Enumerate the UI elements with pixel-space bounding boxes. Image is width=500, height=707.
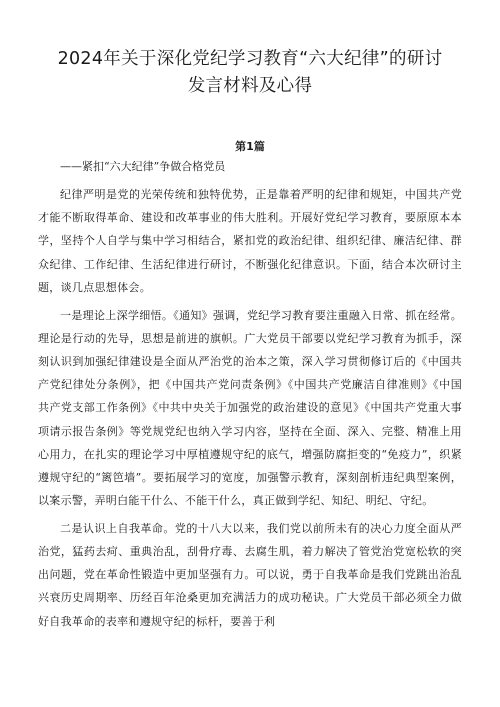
section-subtitle: ——紧扣“六大纪律”争做合格党员 (60, 160, 226, 173)
paragraph-self-revolution: 二是认识上自我革命。党的十八大以来，我们党以前所未有的决心力度全面从严治党，猛药去疴、重典治乱，刮骨疗毒、去腐生肌，着力解决了管党治党宽松软的突出问题，党在革命性锻造中更加坚强有力。可以说，勇于自我革命是我们党跳出治乱兴衰历史周期率、历经百年沧桑更加充满活力的成功秘诀。广大党员干部必须全力做好自我革命的表率和遵规守纪的标杆，要善于利 (38, 521, 462, 628)
document-title (38, 0, 462, 100)
chapter-heading: 第1篇 (235, 140, 265, 153)
title-line-1: 2024年关于深化党纪学习教育“六大纪律”的研讨 (57, 49, 443, 69)
title-line-2: 发言材料及心得 (187, 76, 313, 96)
document-body (38, 183, 462, 633)
paragraph-theory: 一是理论上深学细悟。《通知》强调，党纪学习教育要注重融入日常、抓在经常。理论是行动的先导，思想是前进的旗帜。广大党员干部要以党纪学习教育为抓手，深刻认识到加强纪律建设是全面从严治党的治本之策，深入学习贯彻修订后的《中国共产党纪律处分条例》，把《中国共产党问责条例》《中国共产党廉洁自律准则》《中国共产党支部工作条例》《中共中央关于加强党的政治建设的意见》《中国共产党重大事项请示报告条例》等党规党纪也纳入学习内容，坚持在全面、深入、完整、精准上用心用力，在扎实的理论学习中厚植遵规守纪的底气，增强防腐拒变的“免疫力”，织紧遵规守纪的“篱笆墙”。要拓展学习的宽度，加强警示教育，深刻剖析违纪典型案例，以案示警，弄明白能干什么、不能干什么，真正做到学纪、知纪、明纪、守纪。 (38, 308, 462, 508)
paragraph-intro: 纪律严明是党的光荣传统和独特优势，正是靠着严明的纪律和规矩，中国共产党才能不断取得革命、建设和改革事业的伟大胜利。开展好党纪学习教育，要原原本本学，坚持个人自学与集中学习相结合，紧扣党的政治纪律、组织纪律、廉洁纪律、群众纪律、工作纪律、生活纪律进行研讨，不断强化纪律意识。下面，结合本次研讨主题，谈几点思想体会。 (38, 188, 462, 294)
